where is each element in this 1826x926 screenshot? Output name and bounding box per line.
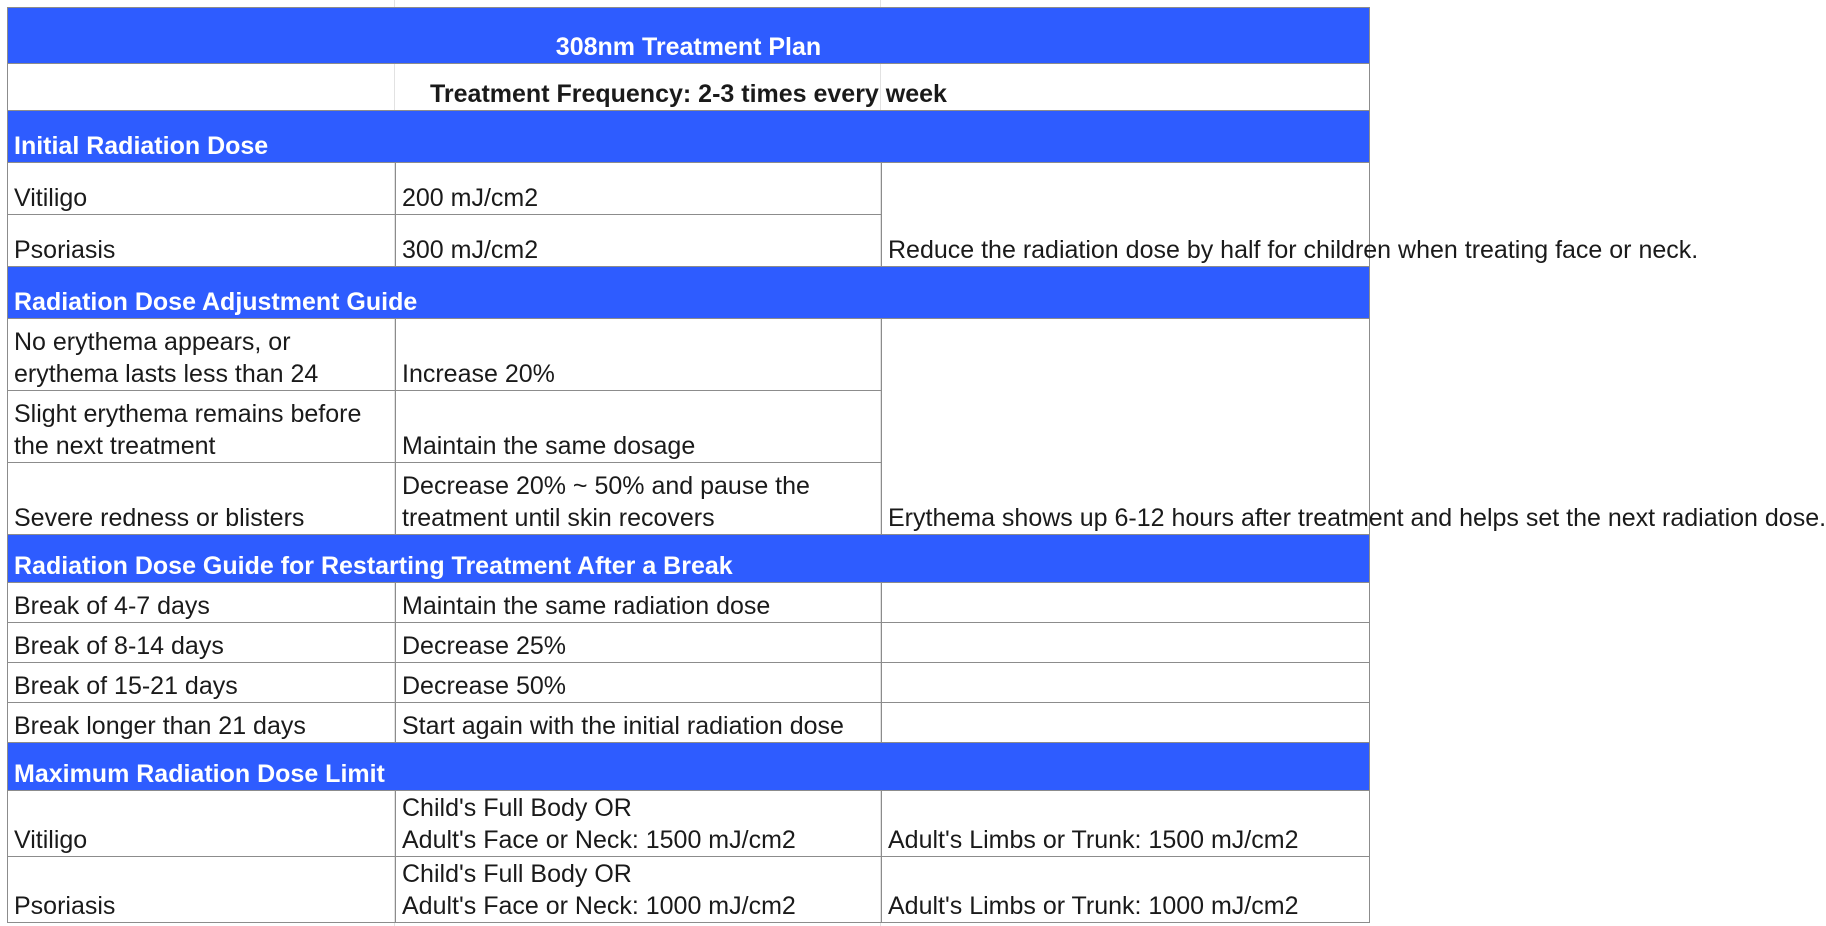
title-row [8, 8, 1370, 64]
child-limit-cell[interactable] [396, 857, 882, 923]
section-title[interactable]: Radiation Dose Adjustment Guide [8, 267, 1370, 319]
break-cell[interactable]: Break of 15-21 days [8, 663, 396, 703]
empty-cell[interactable] [882, 623, 1370, 663]
action-line: treatment until skin recovers [402, 504, 715, 532]
empty-cell[interactable] [882, 663, 1370, 703]
condition-line: the next treatment [14, 432, 216, 460]
frequency-row [8, 64, 1370, 111]
action-line: Increase 20% [402, 360, 555, 388]
section-title[interactable]: Initial Radiation Dose [8, 111, 1370, 163]
condition-line: erythema lasts less than 24 [14, 360, 319, 388]
table-row [8, 663, 1370, 703]
child-limit-cell[interactable] [396, 791, 882, 857]
page-title[interactable]: 308nm Treatment Plan [8, 8, 1370, 64]
dose-cell[interactable]: 200 mJ/cm2 [396, 163, 882, 215]
section-header-max-limit [8, 743, 1370, 791]
action-cell[interactable]: Maintain the same radiation dose [396, 583, 882, 623]
action-cell[interactable] [396, 319, 882, 391]
initial-dose-note[interactable]: Reduce the radiation dose by half for children when treating face or neck. [882, 163, 1370, 267]
table-row [8, 703, 1370, 743]
section-header-restart [8, 535, 1370, 583]
adult-limit-cell[interactable]: Adult's Limbs or Trunk: 1000 mJ/cm2 [882, 857, 1370, 923]
action-cell[interactable] [396, 463, 882, 535]
table-row [8, 583, 1370, 623]
section-title[interactable]: Radiation Dose Guide for Restarting Treatment After a Break [8, 535, 1370, 583]
condition-cell[interactable]: Psoriasis [8, 215, 396, 267]
dose-cell[interactable]: 300 mJ/cm2 [396, 215, 882, 267]
limit-line: Adult's Face or Neck: 1500 mJ/cm2 [402, 826, 796, 854]
section-header-initial-dose [8, 111, 1370, 163]
limit-line: Child's Full Body OR [402, 860, 632, 888]
condition-line: Slight erythema remains before [14, 400, 362, 428]
action-cell[interactable]: Start again with the initial radiation dose [396, 703, 882, 743]
table-row [8, 857, 1370, 923]
section-title[interactable]: Maximum Radiation Dose Limit [8, 743, 1370, 791]
treatment-frequency[interactable]: Treatment Frequency: 2-3 times every week [8, 64, 1370, 111]
treatment-plan-table [7, 7, 1826, 923]
limit-line: Child's Full Body OR [402, 794, 632, 822]
table-row [8, 163, 1370, 215]
table-row [8, 791, 1370, 857]
condition-cell[interactable] [8, 319, 396, 391]
action-line: Maintain the same dosage [402, 432, 696, 460]
condition-cell[interactable]: Vitiligo [8, 791, 396, 857]
break-cell[interactable]: Break of 8-14 days [8, 623, 396, 663]
action-line: Decrease 20% ~ 50% and pause the [402, 472, 810, 500]
table-row [8, 623, 1370, 663]
action-cell[interactable]: Decrease 50% [396, 663, 882, 703]
action-cell[interactable] [396, 391, 882, 463]
table-row [8, 319, 1370, 391]
break-cell[interactable]: Break of 4-7 days [8, 583, 396, 623]
adult-limit-cell[interactable]: Adult's Limbs or Trunk: 1500 mJ/cm2 [882, 791, 1370, 857]
condition-line: Severe redness or blisters [14, 504, 305, 532]
empty-cell[interactable] [882, 703, 1370, 743]
adjustment-note[interactable]: Erythema shows up 6-12 hours after treatment and helps set the next radiation dose. [882, 319, 1370, 535]
condition-cell[interactable] [8, 463, 396, 535]
condition-cell[interactable] [8, 391, 396, 463]
condition-line: No erythema appears, or [14, 328, 291, 356]
section-header-adjustment [8, 267, 1370, 319]
action-cell[interactable]: Decrease 25% [396, 623, 882, 663]
condition-cell[interactable]: Vitiligo [8, 163, 396, 215]
limit-line: Adult's Face or Neck: 1000 mJ/cm2 [402, 892, 796, 920]
condition-cell[interactable]: Psoriasis [8, 857, 396, 923]
empty-cell[interactable] [882, 583, 1370, 623]
break-cell[interactable]: Break longer than 21 days [8, 703, 396, 743]
